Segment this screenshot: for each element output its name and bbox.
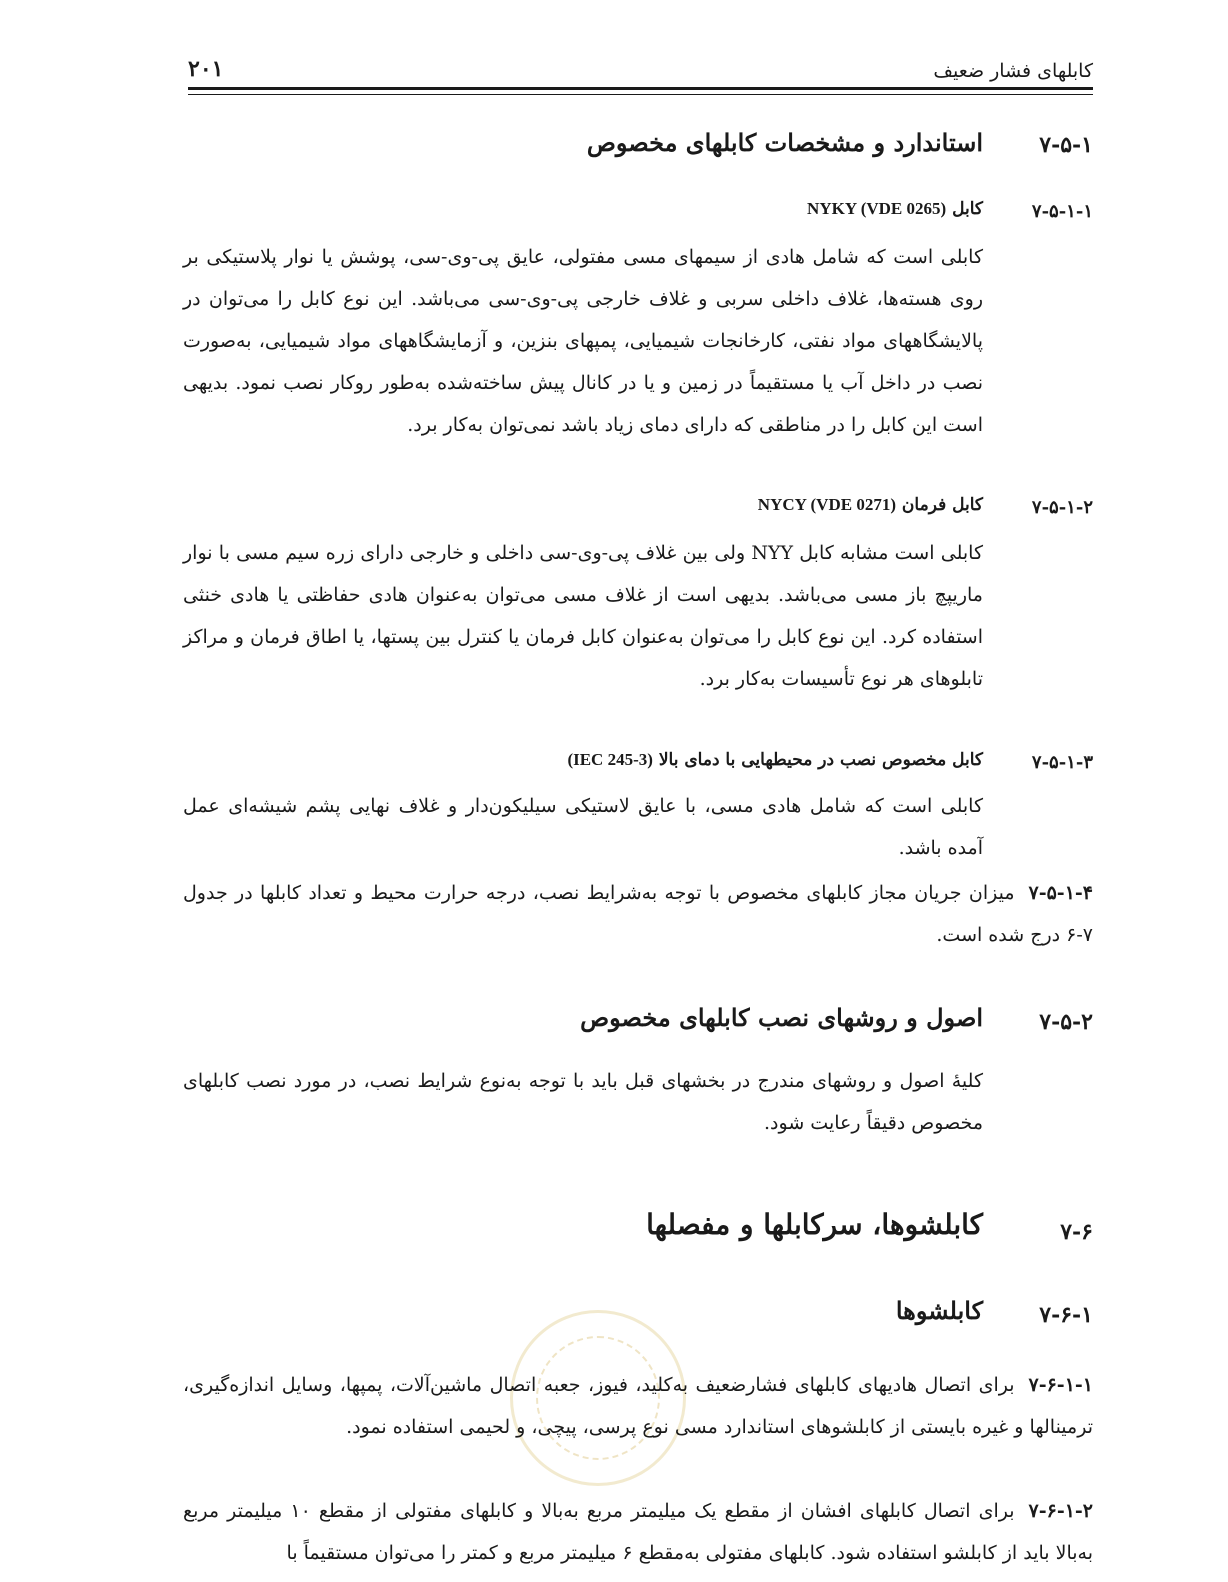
numbered-paragraph <box>183 1364 1093 1448</box>
cable-code: (IEC 245-3) <box>567 750 653 769</box>
running-title: کابلهای فشار ضعیف <box>933 60 1093 82</box>
item-number: ۷-۵-۱-۴ <box>1028 882 1093 904</box>
section-number: ۷-۶-۱ <box>1039 1302 1093 1328</box>
header-rule-thin <box>188 94 1093 95</box>
subsection-number: ۷-۵-۱-۱ <box>1031 201 1093 222</box>
subsection-title: کابل مخصوص نصب در محیطهایی با دمای بالا <box>658 750 983 770</box>
section-heading: استاندارد و مشخصات کابلهای مخصوص <box>586 128 983 157</box>
item-text: برای اتصال هادیهای کابلهای فشارضعیف به‌کلید، فیوز، جعبه اتصال ماشین‌آلات، پمپها، وسایل اندازه‌گیری، ترمینالها و غیره بایستی از کابلشوهای استاندارد مسی نوع پرسی، پیچی، و لحیمی استفاده نمود. <box>183 1374 1093 1438</box>
chapter-section-heading: کابلشوها، سرکابلها و مفصلها <box>646 1208 983 1241</box>
numbered-paragraph <box>183 872 1093 956</box>
running-header <box>188 50 1093 82</box>
section-number: ۷-۵-۱ <box>1039 132 1093 158</box>
subsection-heading <box>807 199 983 219</box>
item-number: ۷-۶-۱-۱ <box>1028 1374 1093 1396</box>
subsection-heading <box>758 495 983 515</box>
cable-code: NYKY (VDE 0265) <box>807 199 947 218</box>
paragraph: کابلی است که شامل هادی مسی، با عایق لاستیکی سیلیکون‌دار و غلاف نهایی پشم شیشه‌ای عمل آمده باشد. <box>183 795 983 859</box>
subsection-number: ۷-۵-۱-۲ <box>1031 497 1093 518</box>
numbered-paragraph <box>183 1490 1093 1574</box>
section-number: ۷-۵-۲ <box>1039 1009 1093 1035</box>
item-text: برای اتصال کابلهای افشان از مقطع یک میلیمتر مربع به‌بالا و کابلهای مفتولی از مقطع ۱۰ میلیمتر مربع به‌بالا باید از کابلشو استفاده شود. کابلهای مفتولی به‌مقطع ۶ میلیمتر مربع و کمتر را می‌توان مستقیماً با <box>183 1500 1093 1564</box>
section-heading: کابلشوها <box>895 1296 983 1325</box>
paragraph: کلیهٔ اصول و روشهای مندرج در بخشهای قبل باید با توجه به‌نوع شرایط نصب، در مورد نصب کابلهای مخصوص دقیقاً رعایت شود. <box>183 1070 983 1134</box>
page-number: ۲۰۱ <box>188 56 224 82</box>
item-number: ۷-۶-۱-۲ <box>1028 1500 1094 1522</box>
header-rule <box>188 87 1093 90</box>
cable-code: NYCY (VDE 0271) <box>757 495 896 514</box>
subsection-number: ۷-۵-۱-۳ <box>1031 752 1093 773</box>
subsection-heading <box>567 750 983 770</box>
chapter-section-number: ۷-۶ <box>1060 1219 1093 1245</box>
section-heading: اصول و روشهای نصب کابلهای مخصوص <box>580 1003 983 1032</box>
paragraph: کابلی است که شامل هادی از سیمهای مسی مفتولی، عایق پی-وی-سی، پوشش یا نوار پلاستیکی بر روی هسته‌ها، غلاف داخلی سربی و غلاف خارجی پی-وی-سی می‌باشد. این نوع کابل را می‌توان در پالایشگاههای مواد نفتی، کارخانجات شیمیایی، پمپهای بنزین، و آزمایشگاههای مواد شیمیایی، به‌صورت نصب در داخل آب یا مستقیماً در زمین و یا در کانال پیش ساخته‌شده به‌طور روکار نصب نمود. بدیهی است این کابل را در مناطقی که دارای دمای زیاد باشد نمی‌توان به‌کار برد. <box>183 246 983 436</box>
subsection-title: کابل فرمان <box>901 495 983 515</box>
subsection-title: کابل <box>952 199 983 219</box>
item-text: میزان جریان مجاز کابلهای مخصوص با توجه به‌شرایط نصب، درجه حرارت محیط و تعداد کابلها در جدول ۷-۶ درج شده است. <box>183 882 1093 946</box>
paragraph: کابلی است مشابه کابل NYY ولی بین غلاف پی-وی-سی داخلی و خارجی دارای زره سیم مسی با نوار ماریپچ باز مسی می‌باشد. بدیهی است از غلاف مسی می‌توان به‌عنوان هادی حفاظتی یا هادی خنثی استفاده کرد. این نوع کابل را می‌توان به‌عنوان کابل فرمان یا کنترل بین پستها، یا اطاق فرمان و مراکز تابلوهای هر نوع تأسیسات به‌کار برد. <box>183 542 983 690</box>
